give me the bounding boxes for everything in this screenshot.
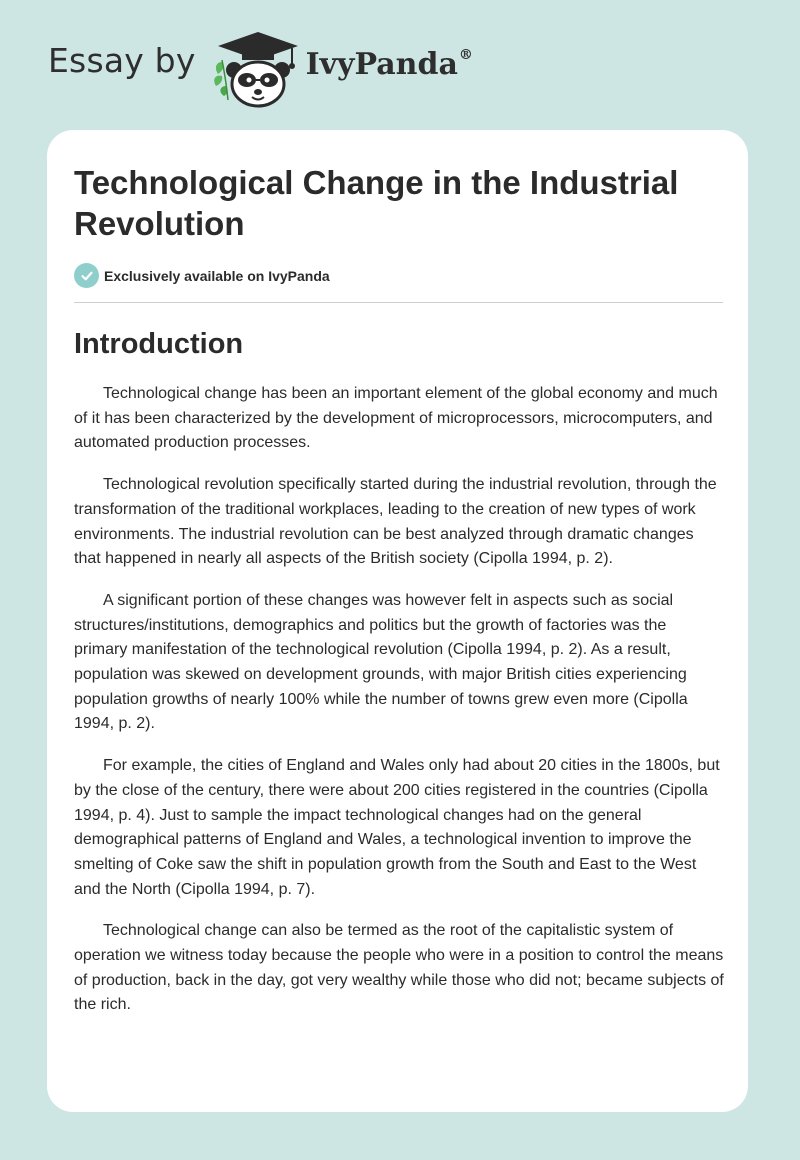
site-header	[48, 30, 473, 110]
paragraph-list	[74, 382, 724, 1018]
exclusive-badge	[74, 263, 724, 288]
paragraph: For example, the cities of England and Wales only had about 20 cities in the 1800s, but by the close of the century, there were about 200 cities registered in the countries (Cipolla 1994, p. 4). Just to sample the impact technological changes had on the general demographical patterns of England and Wales, a technological invention to improve the smelting of Coke saw the shift in population growth from the South and East to the West and the North (Cipolla 1994, p. 7).	[74, 757, 720, 898]
check-circle-icon	[74, 263, 99, 288]
divider	[74, 302, 723, 303]
paragraph: A significant portion of these changes was however felt in aspects such as social structures/institutions, demographics and politics but the growth of factories was the primary manifestation of the technological revolution (Cipolla 1994, p. 2). As a result, population was skewed on development grounds, with major British cities experiencing population growths of nearly 100% while the number of towns grew even more (Cipolla 1994, p. 2).	[74, 591, 688, 733]
section-heading: Introduction	[74, 328, 244, 360]
panda-logo-icon[interactable]	[212, 30, 304, 110]
paragraph: Technological revolution specifically started during the industrial revolution, through the transformation of the traditional workplaces, leading to the creation of new types of work environments. The industrial revolution can be best analyzed through dramatic changes that happened in nearly all aspects of the British society (Cipolla 1994, p. 2).	[74, 476, 717, 568]
brand-label: IvyPanda	[305, 46, 458, 82]
essay-title: Technological Change in the Industrial Revolution	[74, 164, 679, 242]
essay-card	[47, 130, 748, 1112]
paragraph: Technological change has been an important element of the global economy and much of it has been characterized by the development of microprocessors, microcomputers, and automated production processes.	[74, 385, 718, 452]
essay-content	[74, 162, 724, 1035]
essay-by-label: Essay by	[48, 40, 196, 80]
brand-name[interactable]	[306, 47, 473, 82]
badge-label: Exclusively available on IvyPanda	[104, 267, 330, 284]
registered-mark: ®	[458, 46, 473, 63]
paragraph: Technological change can also be termed as the root of the capitalistic system of operation we witness today because the people who were in a position to control the means of production, back in the day, got very wealthy while those who did not; became subjects of the rich.	[74, 922, 724, 1014]
